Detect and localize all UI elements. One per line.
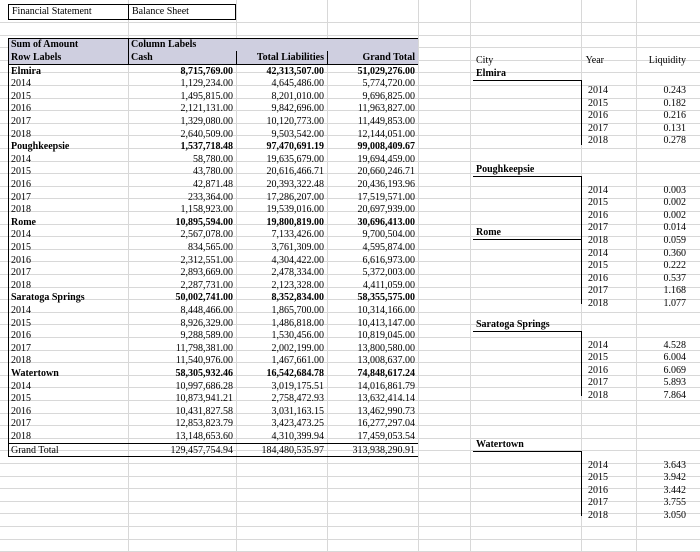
- pivot-cash-value[interactable]: 58,305,932.46: [175, 368, 233, 379]
- pivot-year-label[interactable]: 2014: [11, 229, 31, 241]
- pivot-liabilities-value[interactable]: 42,313,507.00: [266, 65, 324, 77]
- pivot-year-label[interactable]: 2017: [11, 116, 31, 127]
- grand-total-grand[interactable]: 313,938,290.91: [352, 444, 415, 456]
- grand-total-border-bottom: [8, 456, 418, 457]
- pivot-liabilities-value[interactable]: 2,123,328.00: [271, 279, 324, 291]
- pivot-grand-total-value[interactable]: 10,314,166.00: [357, 305, 415, 316]
- liquidity-value[interactable]: 4.528: [663, 339, 686, 351]
- pivot-year-label[interactable]: 2018: [11, 128, 31, 140]
- pivot-year-label[interactable]: 2017: [11, 418, 31, 430]
- pivot-grand-total-value[interactable]: 99,008,409.67: [357, 141, 415, 153]
- pivot-cash-value[interactable]: 11,798,381.00: [175, 342, 233, 354]
- year-column-header[interactable]: Year: [585, 55, 604, 66]
- pivot-liabilities-value[interactable]: 8,352,834.00: [271, 292, 324, 304]
- pivot-liabilities-value[interactable]: 4,310,399.94: [271, 431, 324, 442]
- liquidity-city-label[interactable]: Saratoga Springs: [476, 319, 550, 330]
- liquidity-value[interactable]: 0.002: [663, 209, 686, 221]
- grid-row-line: [0, 35, 700, 36]
- pivot-year-label[interactable]: 2016: [11, 405, 31, 417]
- liquidity-value[interactable]: 5.893: [663, 377, 686, 389]
- pivot-year-label[interactable]: 2017: [11, 342, 31, 354]
- liquidity-year[interactable]: 2015: [588, 97, 608, 109]
- grid-col-line: [418, 0, 419, 552]
- pivot-liabilities-value[interactable]: 10,120,773.00: [266, 116, 324, 127]
- pivot-city-label[interactable]: Saratoga Springs: [11, 292, 85, 304]
- pivot-grand-total-value[interactable]: 9,700,504.00: [362, 229, 415, 241]
- pivot-liabilities-value[interactable]: 3,019,175.51: [271, 380, 324, 392]
- liquidity-value[interactable]: 3.643: [663, 459, 686, 471]
- liquidity-value[interactable]: 0.003: [663, 184, 686, 196]
- pivot-city-label[interactable]: Poughkeepsie: [11, 141, 70, 153]
- pivot-grand-total-value[interactable]: 20,660,246.71: [357, 166, 415, 178]
- pivot-grand-total-value[interactable]: 4,595,874.00: [362, 242, 415, 253]
- pivot-cash-value[interactable]: 2,640,509.00: [180, 128, 233, 140]
- liquidity-city-label[interactable]: Poughkeepsie: [476, 164, 535, 175]
- pivot-city-label[interactable]: Watertown: [11, 368, 59, 379]
- liquidity-value[interactable]: 0.002: [663, 197, 686, 209]
- pivot-cash-value[interactable]: 10,997,686.28: [175, 380, 233, 392]
- grand-total-liabilities[interactable]: 184,480,535.97: [261, 444, 324, 456]
- liquidity-value[interactable]: 3.755: [663, 497, 686, 509]
- pivot-year-label[interactable]: 2018: [11, 431, 31, 442]
- pivot-year-label[interactable]: 2014: [11, 78, 31, 90]
- pivot-cash-value[interactable]: 13,148,653.60: [175, 431, 233, 442]
- pivot-liabilities-value[interactable]: 20,393,322.48: [266, 179, 324, 190]
- pivot-cash-value[interactable]: 10,873,941.21: [175, 393, 233, 405]
- liquidity-year[interactable]: 2018: [588, 390, 608, 401]
- pivot-grand-total-value[interactable]: 51,029,276.00: [357, 65, 415, 77]
- liquidity-city-label[interactable]: Elmira: [476, 68, 506, 79]
- pivot-liabilities-value[interactable]: 1,865,700.00: [271, 305, 324, 316]
- row-labels-header[interactable]: Row Labels: [11, 52, 62, 63]
- liquidity-value[interactable]: 0.537: [663, 272, 686, 284]
- grid-row-line: [0, 22, 700, 23]
- pivot-liabilities-value[interactable]: 19,800,819.00: [266, 216, 324, 228]
- liquidity-year[interactable]: 2015: [588, 197, 608, 209]
- pivot-liabilities-value[interactable]: 1,530,456.00: [271, 330, 324, 342]
- pivot-liabilities-value[interactable]: 2,478,334.00: [271, 267, 324, 279]
- liquidity-value[interactable]: 1.168: [663, 285, 686, 297]
- pivot-liabilities-value[interactable]: 2,758,472.93: [271, 393, 324, 405]
- pivot-year-label[interactable]: 2015: [11, 317, 31, 329]
- pivot-year-label[interactable]: 2015: [11, 393, 31, 405]
- pivot-cash-value[interactable]: 50,002,741.00: [175, 292, 233, 304]
- liquidity-value[interactable]: 0.131: [663, 122, 686, 134]
- liquidity-value[interactable]: 0.014: [663, 222, 686, 234]
- liquidity-year[interactable]: 2018: [588, 510, 608, 521]
- pivot-grand-total-value[interactable]: 13,632,414.14: [357, 393, 415, 405]
- pivot-grand-total-value[interactable]: 11,963,827.00: [357, 103, 415, 115]
- liquidity-year[interactable]: 2014: [588, 247, 608, 259]
- pivot-cash-value[interactable]: 1,158,923.00: [180, 204, 233, 216]
- pivot-grand-total-value[interactable]: 30,696,413.00: [357, 216, 415, 228]
- liquidity-value[interactable]: 6.069: [663, 364, 686, 376]
- pivot-cash-value[interactable]: 233,364.00: [188, 191, 233, 203]
- liquidity-year[interactable]: 2016: [588, 484, 608, 496]
- pivot-liabilities-value[interactable]: 2,002,199.00: [271, 342, 324, 354]
- pivot-grand-total-value[interactable]: 9,696,825.00: [362, 90, 415, 102]
- liquidity-year[interactable]: 2014: [588, 339, 608, 351]
- grand-total-cash[interactable]: 129,457,754.94: [170, 444, 233, 456]
- pivot-grand-total-value[interactable]: 20,697,939.00: [357, 204, 415, 216]
- liquidity-year[interactable]: 2014: [588, 85, 608, 96]
- pivot-liabilities-value[interactable]: 3,031,163.15: [271, 405, 324, 417]
- liquidity-value[interactable]: 3.942: [663, 472, 686, 484]
- liquidity-value[interactable]: 0.059: [663, 235, 686, 246]
- liquidity-value[interactable]: 7.864: [663, 390, 686, 401]
- pivot-liabilities-value[interactable]: 9,503,542.00: [271, 128, 324, 140]
- liquidity-value[interactable]: 0.182: [663, 97, 686, 109]
- pivot-cash-value[interactable]: 12,853,823.79: [175, 418, 233, 430]
- pivot-grand-total-value[interactable]: 74,848,617.24: [357, 368, 415, 379]
- pivot-liabilities-value[interactable]: 4,645,486.00: [271, 78, 324, 90]
- grand-total-label[interactable]: Grand Total: [11, 444, 59, 456]
- pivot-liabilities-value[interactable]: 1,467,661.00: [271, 355, 324, 367]
- pivot-grand-total-value[interactable]: 20,436,193.96: [357, 179, 415, 190]
- pivot-grand-total-value[interactable]: 5,774,720.00: [362, 78, 415, 90]
- pivot-year-label[interactable]: 2017: [11, 191, 31, 203]
- pivot-grand-total-value[interactable]: 14,016,861.79: [357, 380, 415, 392]
- cash-column-header[interactable]: Cash: [131, 52, 153, 63]
- pivot-cash-value[interactable]: 2,287,731.00: [180, 279, 233, 291]
- pivot-liabilities-value[interactable]: 1,486,818.00: [271, 317, 324, 329]
- liquidity-year[interactable]: 2014: [588, 459, 608, 471]
- pivot-cash-value[interactable]: 11,540,976.00: [175, 355, 233, 367]
- pivot-city-label[interactable]: Elmira: [11, 65, 41, 77]
- liquidity-value[interactable]: 3.442: [663, 484, 686, 496]
- pivot-year-label[interactable]: 2016: [11, 330, 31, 342]
- pivot-left-border: [8, 65, 9, 457]
- pivot-year-label[interactable]: 2016: [11, 254, 31, 266]
- grid-row-line: [0, 539, 700, 540]
- liquidity-column-header[interactable]: Liquidity: [648, 55, 686, 66]
- pivot-cash-value[interactable]: 9,288,589.00: [180, 330, 233, 342]
- pivot-cash-value[interactable]: 58,780.00: [193, 153, 233, 165]
- pivot-liabilities-value[interactable]: 19,635,679.00: [266, 153, 324, 165]
- pivot-city-label[interactable]: Rome: [11, 216, 36, 228]
- liquidity-value[interactable]: 6.004: [663, 352, 686, 364]
- pivot-cash-value[interactable]: 2,567,078.00: [180, 229, 233, 241]
- pivot-cash-value[interactable]: 1,129,234.00: [180, 78, 233, 90]
- grid-row-line: [0, 526, 700, 527]
- pivot-liabilities-value[interactable]: 16,542,684.78: [266, 368, 324, 379]
- liquidity-value[interactable]: 3.050: [663, 510, 686, 521]
- pivot-cash-value[interactable]: 8,926,329.00: [180, 317, 233, 329]
- liquidity-year[interactable]: 2018: [588, 235, 608, 246]
- pivot-liabilities-value[interactable]: 9,842,696.00: [271, 103, 324, 115]
- liquidity-year[interactable]: 2017: [588, 122, 608, 134]
- liquidity-year[interactable]: 2017: [588, 222, 608, 234]
- liquidity-value[interactable]: 0.222: [663, 260, 686, 272]
- pivot-grand-total-value[interactable]: 10,413,147.00: [357, 317, 415, 329]
- city-underline: [473, 239, 581, 240]
- pivot-cash-value[interactable]: 10,431,827.58: [175, 405, 233, 417]
- pivot-year-label[interactable]: 2014: [11, 380, 31, 392]
- pivot-liabilities-value[interactable]: 7,133,426.00: [271, 229, 324, 241]
- pivot-year-label[interactable]: 2016: [11, 103, 31, 115]
- pivot-grand-total-value[interactable]: 6,616,973.00: [362, 254, 415, 266]
- pivot-cash-value[interactable]: 1,495,815.00: [180, 90, 233, 102]
- liquidity-year[interactable]: 2017: [588, 285, 608, 297]
- pivot-cash-value[interactable]: 8,715,769.00: [180, 65, 233, 77]
- pivot-corner-label[interactable]: Sum of Amount: [11, 39, 79, 50]
- liquidity-year[interactable]: 2014: [588, 184, 608, 196]
- pivot-grand-total-value[interactable]: 17,519,571.00: [357, 191, 415, 203]
- grand-total-column-header[interactable]: Grand Total: [362, 52, 415, 63]
- pivot-year-label[interactable]: 2017: [11, 267, 31, 279]
- pivot-liabilities-value[interactable]: 4,304,422.00: [271, 254, 324, 266]
- pivot-liabilities-value[interactable]: 3,423,473.25: [271, 418, 324, 430]
- liquidity-year[interactable]: 2018: [588, 298, 608, 309]
- liquidity-year[interactable]: 2015: [588, 472, 608, 484]
- pivot-header-divider: [128, 38, 129, 64]
- liquidity-value[interactable]: 0.278: [663, 135, 686, 147]
- liquidity-value[interactable]: 0.360: [663, 247, 686, 259]
- pivot-year-label[interactable]: 2018: [11, 355, 31, 367]
- liquidity-year[interactable]: 2015: [588, 352, 608, 364]
- pivot-year-label[interactable]: 2015: [11, 242, 31, 253]
- pivot-liabilities-value[interactable]: 20,616,466.71: [266, 166, 324, 178]
- pivot-cash-value[interactable]: 2,312,551.00: [180, 254, 233, 266]
- pivot-year-label[interactable]: 2018: [11, 279, 31, 291]
- pivot-grand-total-value[interactable]: 13,008,637.00: [357, 355, 415, 367]
- pivot-year-label[interactable]: 2014: [11, 305, 31, 316]
- pivot-grand-total-value[interactable]: 5,372,003.00: [362, 267, 415, 279]
- liquidity-year[interactable]: 2016: [588, 209, 608, 221]
- liquidity-year[interactable]: 2015: [588, 260, 608, 272]
- grid-col-line: [470, 0, 471, 552]
- pivot-year-label[interactable]: 2015: [11, 90, 31, 102]
- city-column-header[interactable]: City: [476, 55, 494, 66]
- liquidity-value[interactable]: 0.243: [663, 85, 686, 96]
- pivot-liabilities-value[interactable]: 8,201,010.00: [271, 90, 324, 102]
- liquidity-value[interactable]: 1.077: [663, 298, 686, 309]
- liquidity-value[interactable]: 0.216: [663, 110, 686, 122]
- pivot-year-label[interactable]: 2016: [11, 179, 31, 190]
- liquidity-year[interactable]: 2017: [588, 497, 608, 509]
- liquidity-year[interactable]: 2016: [588, 110, 608, 122]
- pivot-grand-total-value[interactable]: 11,449,853.00: [357, 116, 415, 127]
- pivot-liabilities-value[interactable]: 19,539,016.00: [266, 204, 324, 216]
- pivot-header-border-left: [8, 38, 9, 64]
- city-underline: [473, 176, 581, 177]
- liquidity-year[interactable]: 2016: [588, 364, 608, 376]
- liquidity-city-label[interactable]: Rome: [476, 227, 501, 238]
- liabilities-column-header[interactable]: Total Liabilities: [256, 52, 324, 63]
- pivot-grand-total-value[interactable]: 17,459,053.54: [357, 431, 415, 442]
- pivot-cash-value[interactable]: 2,121,131.00: [180, 103, 233, 115]
- city-underline: [473, 451, 581, 452]
- liquidity-year[interactable]: 2016: [588, 272, 608, 284]
- pivot-year-label[interactable]: 2014: [11, 153, 31, 165]
- liquidity-city-label[interactable]: Watertown: [476, 439, 524, 450]
- column-labels-header[interactable]: Column Labels: [131, 39, 197, 50]
- pivot-cash-value[interactable]: 1,537,718.48: [180, 141, 233, 153]
- pivot-grand-total-value[interactable]: 19,694,459.00: [357, 153, 415, 165]
- pivot-grand-total-value[interactable]: 4,411,059.00: [362, 279, 415, 291]
- liquidity-year[interactable]: 2017: [588, 377, 608, 389]
- city-underline: [473, 80, 581, 81]
- pivot-cash-value[interactable]: 42,871.48: [193, 179, 233, 190]
- pivot-liabilities-value[interactable]: 17,286,207.00: [266, 191, 324, 203]
- pivot-cash-value[interactable]: 2,893,669.00: [180, 267, 233, 279]
- pivot-grand-total-value[interactable]: 10,819,045.00: [357, 330, 415, 342]
- pivot-cash-value[interactable]: 1,329,080.00: [180, 116, 233, 127]
- pivot-cash-value[interactable]: 43,780.00: [193, 166, 233, 178]
- pivot-cash-value[interactable]: 834,565.00: [188, 242, 233, 253]
- pivot-cash-value[interactable]: 8,448,466.00: [180, 305, 233, 316]
- pivot-cash-value[interactable]: 10,895,594.00: [175, 216, 233, 228]
- pivot-liabilities-value[interactable]: 97,470,691.19: [266, 141, 324, 153]
- pivot-year-label[interactable]: 2015: [11, 166, 31, 178]
- pivot-grand-total-value[interactable]: 13,462,990.73: [357, 405, 415, 417]
- financial-statement-cell[interactable]: Financial Statement: [8, 4, 129, 20]
- pivot-grand-total-value[interactable]: 12,144,051.00: [357, 128, 415, 140]
- pivot-grand-total-value[interactable]: 58,355,575.00: [357, 292, 415, 304]
- balance-sheet-cell[interactable]: Balance Sheet: [128, 4, 236, 20]
- pivot-year-label[interactable]: 2018: [11, 204, 31, 216]
- pivot-grand-total-value[interactable]: 13,800,580.00: [357, 342, 415, 354]
- pivot-liabilities-value[interactable]: 3,761,309.00: [271, 242, 324, 253]
- liquidity-year[interactable]: 2018: [588, 135, 608, 147]
- pivot-grand-total-value[interactable]: 16,277,297.04: [357, 418, 415, 430]
- city-underline: [473, 331, 581, 332]
